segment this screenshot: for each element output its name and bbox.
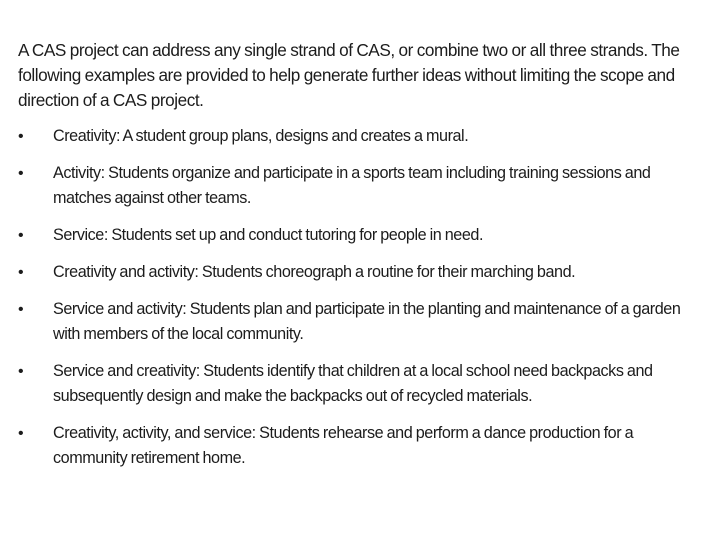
intro-paragraph: A CAS project can address any single strand of CAS, or combine two or all three strands. The following examples are provided to help generate further ideas without limiting the scope and direction of a CAS project. bbox=[18, 40, 680, 110]
bullet-icon: • bbox=[18, 425, 24, 442]
list-item-text: Service: Students set up and conduct tutoring for people in need. bbox=[53, 226, 483, 244]
list-item bbox=[18, 260, 698, 285]
examples-list bbox=[18, 124, 698, 471]
list-item-text: Creativity, activity, and service: Students rehearse and perform a dance production for a community retirement home. bbox=[53, 424, 634, 467]
bullet-icon: • bbox=[18, 165, 24, 182]
list-item bbox=[18, 359, 698, 409]
list-item bbox=[18, 297, 698, 347]
list-item-text: Service and creativity: Students identify that children at a local school need backpacks and subsequently design and make the backpacks out of recycled materials. bbox=[53, 362, 653, 405]
list-item bbox=[18, 421, 698, 471]
bullet-icon: • bbox=[18, 301, 24, 318]
bullet-icon: • bbox=[18, 363, 24, 380]
list-item-text: Creativity: A student group plans, designs and creates a mural. bbox=[53, 127, 469, 145]
bullet-icon: • bbox=[18, 264, 24, 281]
list-item bbox=[18, 124, 698, 149]
list-item bbox=[18, 223, 698, 248]
list-item-text: Service and activity: Students plan and participate in the planting and maintenance of a garden with members of the local community. bbox=[53, 300, 681, 343]
list-item bbox=[18, 161, 698, 211]
bullet-icon: • bbox=[18, 128, 24, 145]
list-item-text: Creativity and activity: Students choreograph a routine for their marching band. bbox=[53, 263, 576, 281]
list-item-text: Activity: Students organize and participate in a sports team including training sessions and matches against other teams. bbox=[53, 164, 651, 207]
bullet-icon: • bbox=[18, 227, 24, 244]
